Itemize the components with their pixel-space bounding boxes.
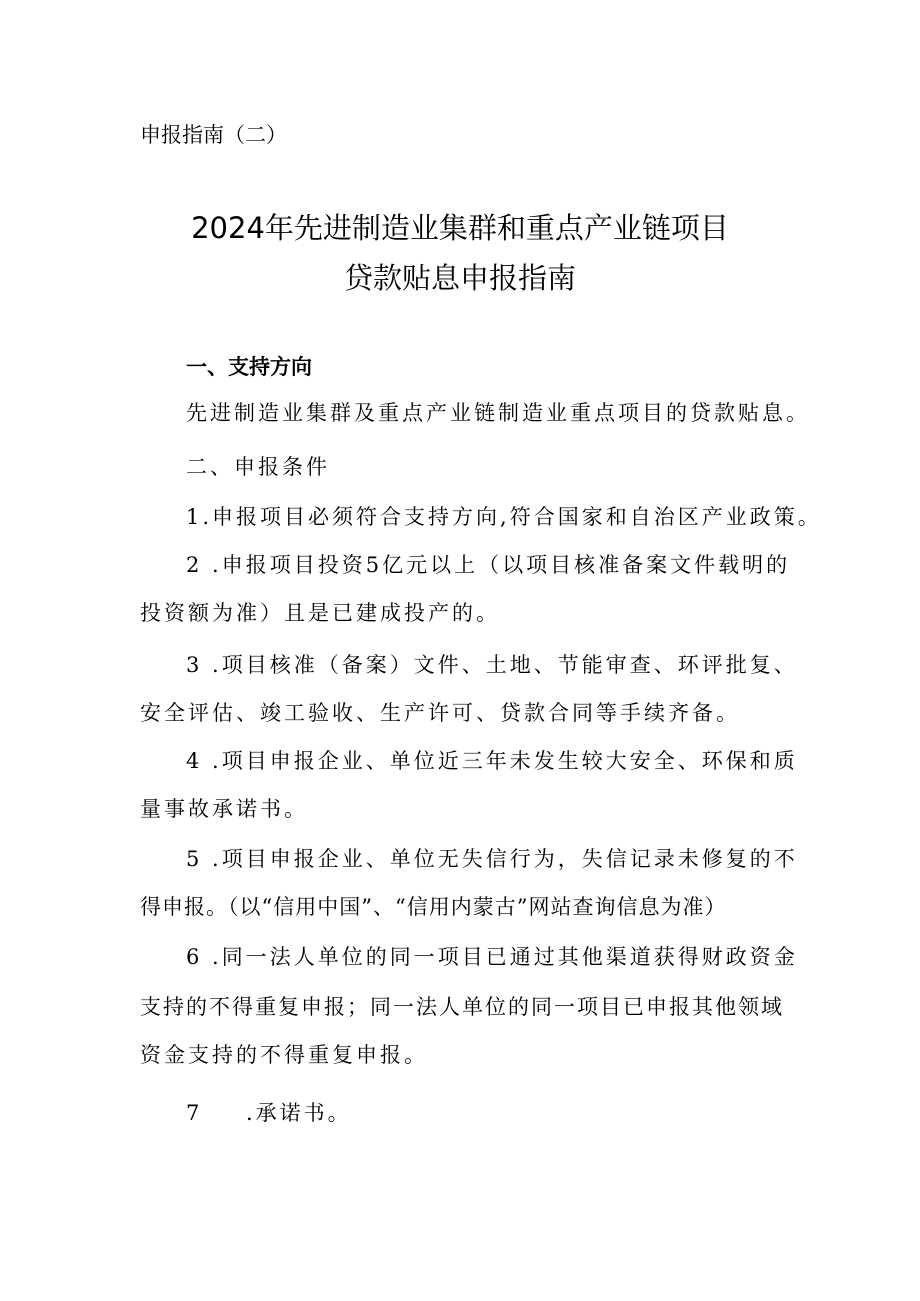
condition-item-3-line1: 3 .项目核准（备案）文件、土地、节能审查、环评批复、 — [186, 653, 798, 677]
condition-item-5-line1: 5 .项目申报企业、单位无失信行为，失信记录未修复的不 — [186, 847, 798, 871]
section-heading-conditions: 二、申报条件 — [186, 455, 330, 479]
section-text-support: 先进制造业集群及重点产业链制造业重点项目的贷款贴息。 — [186, 401, 810, 425]
condition-item-6-line3: 资金支持的不得重复申报。 — [140, 1043, 428, 1067]
condition-item-6-line1: 6 .同一法人单位的同一项目已通过其他渠道获得财政资金 — [186, 945, 798, 969]
condition-item-7-text: .承诺书。 — [246, 1101, 352, 1125]
condition-item-2-line2: 投资额为准）且是已建成投产的。 — [140, 601, 500, 625]
condition-item-2-line1: 2 .申报项目投资5亿元以上（以项目核准备案文件载明的 — [186, 553, 791, 577]
guide-label: 申报指南（二） — [140, 123, 287, 147]
document-title-line2: 贷款贴息申报指南 — [343, 261, 576, 295]
section-heading-support: 一、支持方向 — [186, 355, 312, 379]
condition-item-3-line2: 安全评估、竣工验收、生产许可、贷款合同等手续齐备。 — [140, 701, 740, 725]
condition-item-6-line2: 支持的不得重复申报；同一法人单位的同一项目已申报其他领域 — [140, 995, 784, 1019]
condition-item-1: 1.申报项目必须符合支持方向,符合国家和自治区产业政策。 — [186, 505, 822, 529]
condition-item-5-line2: 得申报。（以“信用中国”、“信用内蒙古”网站查询信息为准） — [140, 895, 727, 919]
condition-item-7-number: 7 — [186, 1101, 200, 1125]
condition-item-4-line2: 量事故承诺书。 — [140, 797, 308, 821]
document-title-line1: 2024年先进制造业集群和重点产业链项目 — [191, 211, 729, 245]
condition-item-4-line1: 4 .项目申报企业、单位近三年未发生较大安全、环保和质 — [186, 749, 798, 773]
